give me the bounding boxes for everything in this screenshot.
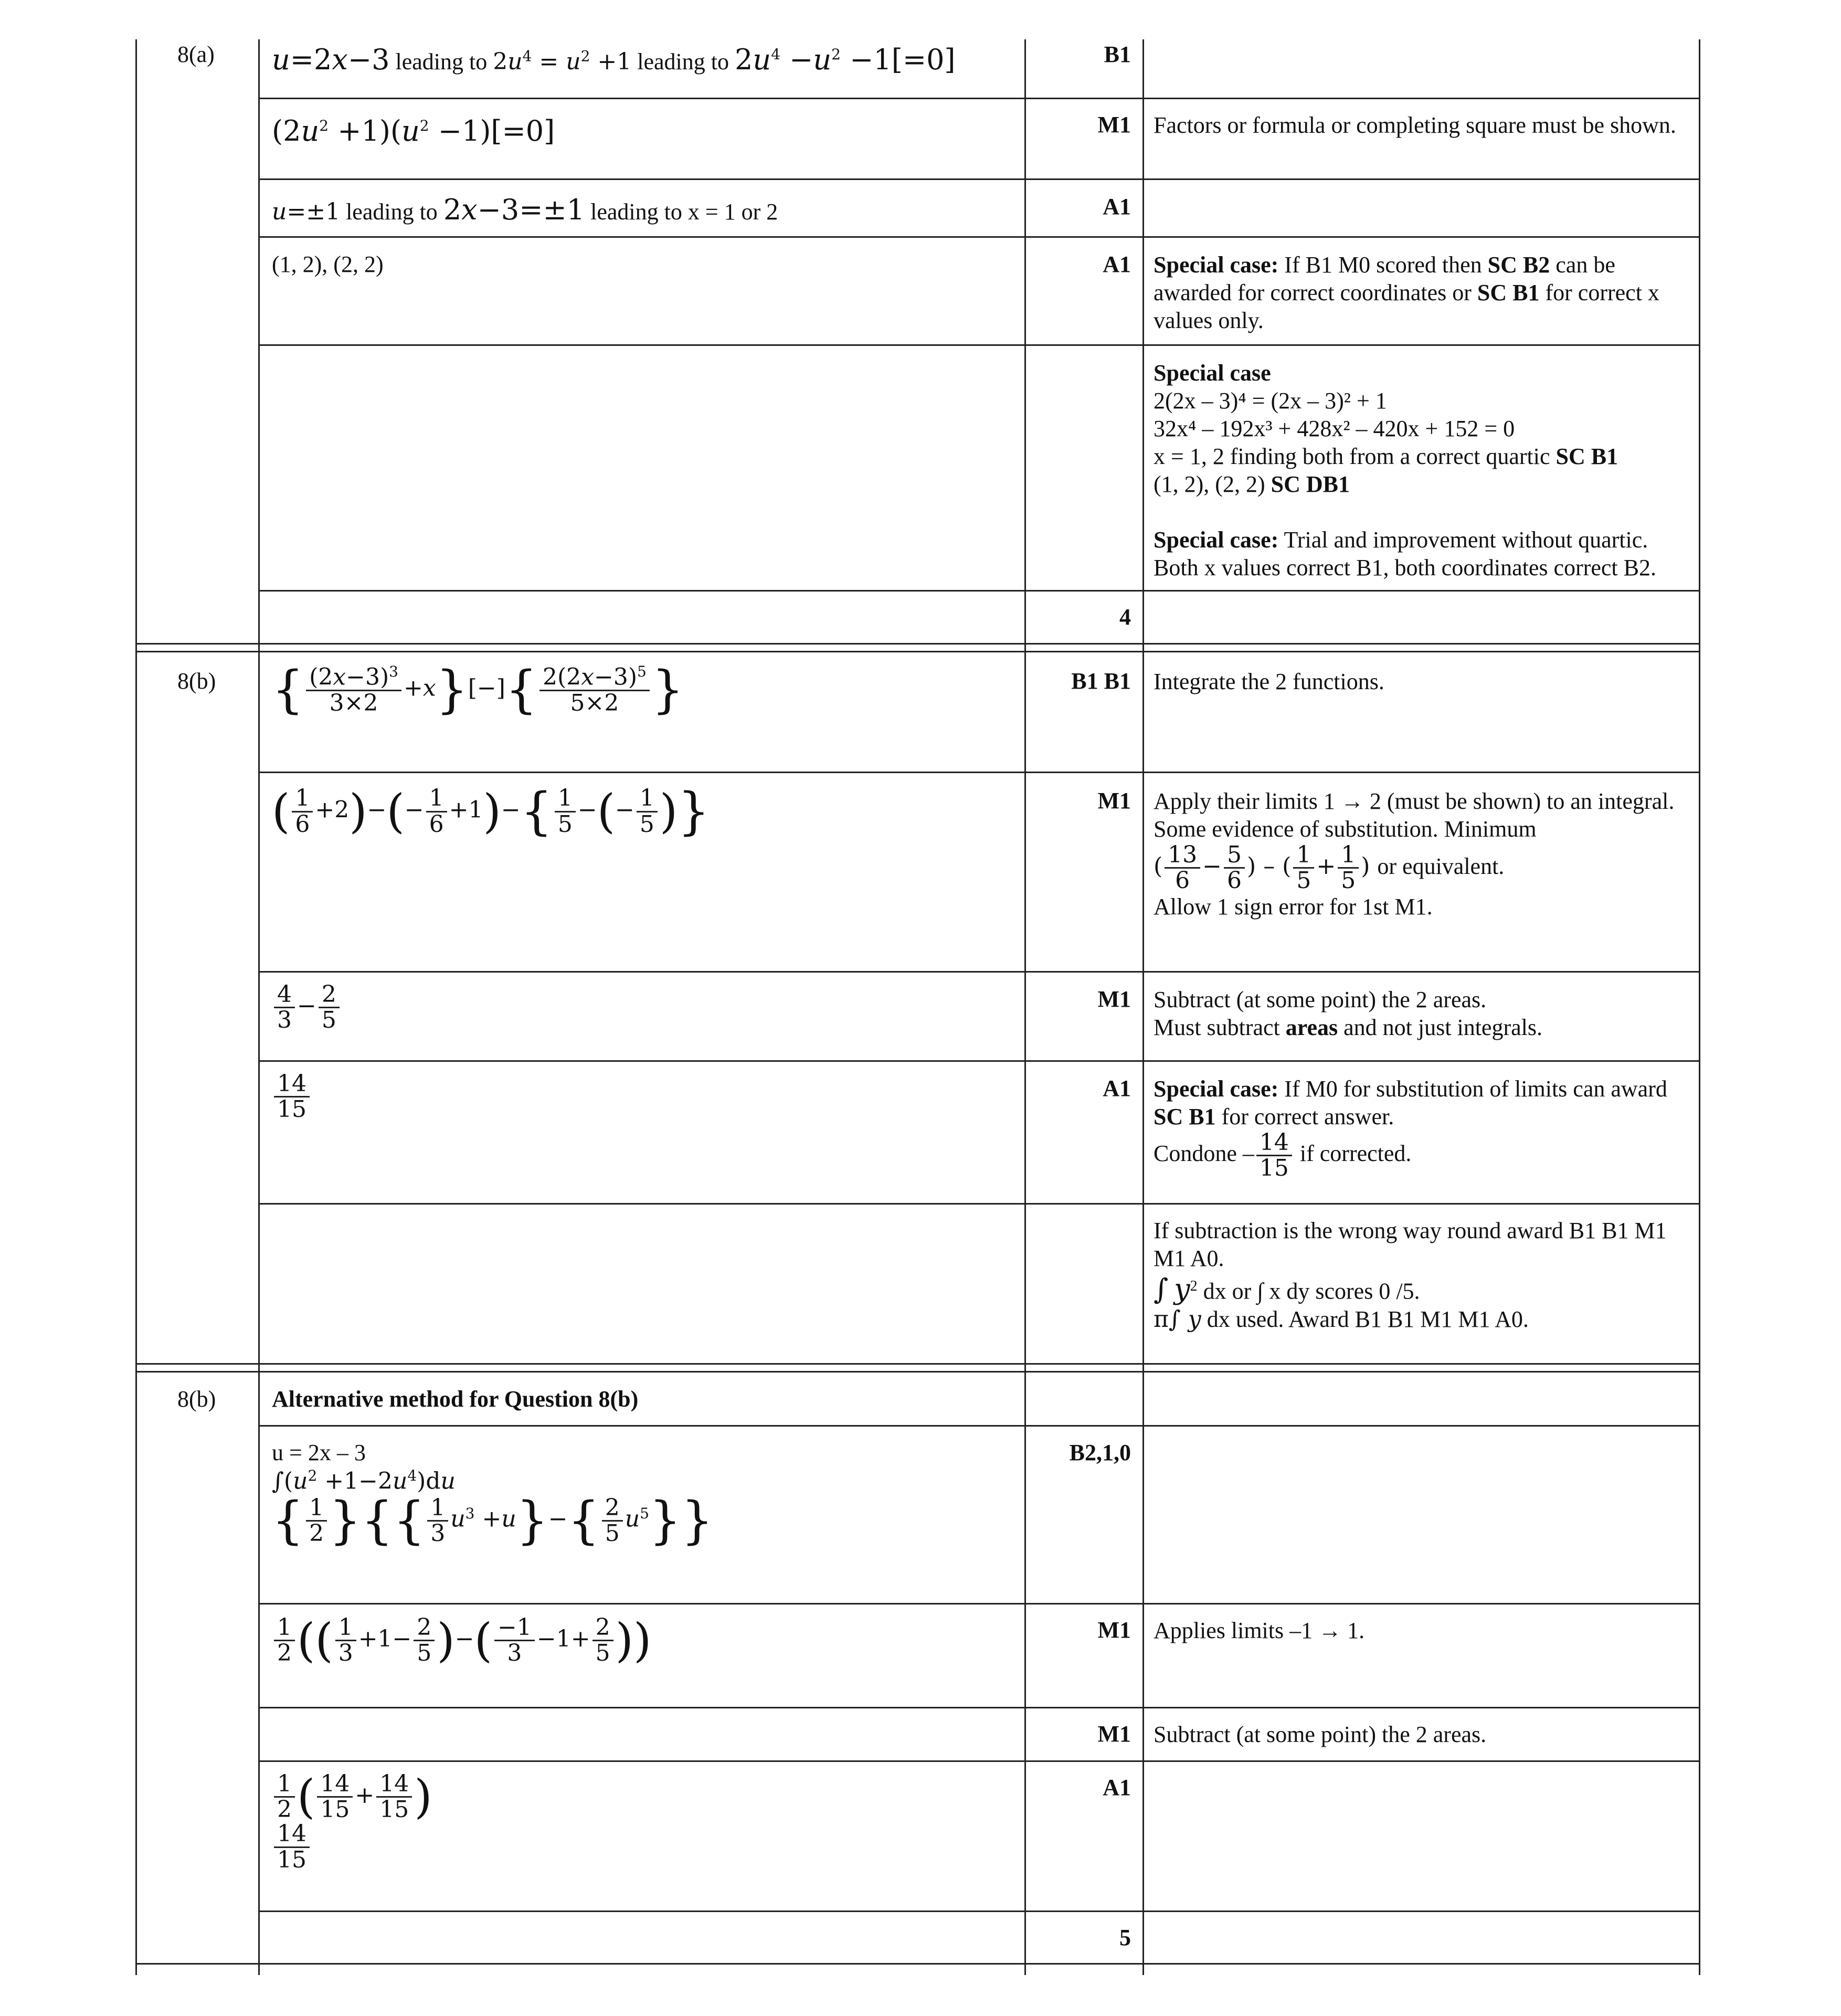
guidance-8a-row2: Factors or formula or completing square must be shown. bbox=[1154, 112, 1676, 138]
guidance-alt-row2: Applies limits –1 → 1. bbox=[1154, 1618, 1365, 1643]
guidance-text: if corrected. bbox=[1299, 1140, 1412, 1166]
answer-8a-row1: u=2x−3 leading to $2u^4 = u^2 +1$ leading to $2u^4 -u^2 -1[=0]$ bbox=[272, 43, 956, 76]
guidance-text: for correct answer. bbox=[1221, 1104, 1394, 1130]
mark-b1-b1: B1 B1 bbox=[1071, 668, 1131, 694]
row-line bbox=[258, 1911, 1700, 1912]
guidance-8b-row2 bbox=[1154, 787, 1684, 921]
guidance-alt-row3: Subtract (at some point) the 2 areas. bbox=[1154, 1722, 1487, 1747]
answer-8a-row2: $(2u^2 +1)(u^2 -1)[=0]$ bbox=[272, 114, 555, 147]
special-case-label: Special case: bbox=[1154, 1076, 1279, 1102]
guidance-text: Some evidence of substitution. Minimum bbox=[1154, 816, 1537, 842]
sc-b1-label: SC B1 bbox=[1477, 280, 1540, 305]
special-case-line: 32x⁴ – 192x³ + 428x² – 420x + 152 = 0 bbox=[1154, 416, 1515, 441]
special-case-label: Special case: bbox=[1154, 252, 1279, 278]
guidance-text: If M0 for substitution of limits can award bbox=[1284, 1076, 1667, 1102]
text-leading-to: leading to bbox=[346, 199, 438, 225]
sc-b2-label: SC B2 bbox=[1487, 252, 1550, 278]
answer-8b-row3: $\frac{4}{3}$ − $\frac{2}{5}$ bbox=[272, 983, 342, 1032]
guidance-text: or equivalent. bbox=[1377, 853, 1505, 880]
row-line bbox=[258, 772, 1700, 773]
guidance-text: can be awarded for correct coordinates or bbox=[1154, 252, 1615, 305]
section-separator bbox=[135, 651, 1700, 652]
col-line-left bbox=[135, 39, 137, 1975]
areas-bold: areas bbox=[1285, 1015, 1338, 1040]
mark-b1: B1 bbox=[1104, 41, 1131, 67]
guidance-8b-row3 bbox=[1154, 986, 1684, 1041]
guidance-text: Must subtract bbox=[1154, 1015, 1280, 1040]
guidance-8a-row4 bbox=[1154, 251, 1689, 334]
mark-m1: M1 bbox=[1097, 112, 1131, 138]
guidance-text: If subtraction is the wrong way round award B1 B1 M1 M1 A0. bbox=[1154, 1218, 1667, 1271]
row-line bbox=[258, 1060, 1700, 1062]
section-separator bbox=[135, 1371, 1700, 1373]
table-bottom-line bbox=[135, 1963, 1700, 1965]
alt-method-heading: Alternative method for Question 8(b) bbox=[272, 1386, 639, 1412]
question-label: 8(b) bbox=[177, 668, 216, 694]
special-case-line: x = 1, 2 finding both from a correct quartic bbox=[1154, 444, 1550, 469]
col-line-question bbox=[258, 39, 260, 1975]
total-8b: 5 bbox=[1119, 1925, 1131, 1950]
guidance-text: Allow 1 sign error for 1st M1. bbox=[1154, 894, 1433, 920]
row-line bbox=[258, 98, 1700, 99]
total-8a: 4 bbox=[1119, 604, 1131, 630]
sc-b1-label: SC B1 bbox=[1556, 444, 1618, 469]
question-label: 8(b) bbox=[177, 1386, 216, 1412]
answer-8a-row4: (1, 2), (2, 2) bbox=[272, 251, 384, 277]
answer-alt-row2: $\frac{1}{2}$ (( $\frac{1}{3}$ +1− $\frac{2}{5}$ )−( $\frac{-1}{3}$ −1+ $\frac{2}{5}$ )) bbox=[272, 1616, 651, 1665]
guidance-8a-special bbox=[1154, 359, 1689, 582]
guidance-text: for correct x values only. bbox=[1154, 280, 1659, 333]
guidance-text: dx or ∫ x dy scores 0 /5. bbox=[1203, 1278, 1420, 1304]
row-line bbox=[258, 1603, 1700, 1605]
mark-a1: A1 bbox=[1103, 1075, 1131, 1101]
col-line-marks bbox=[1142, 39, 1144, 1975]
row-line bbox=[258, 590, 1700, 592]
mark-a1: A1 bbox=[1103, 1775, 1131, 1800]
text-leading-to: leading to bbox=[637, 49, 729, 75]
row-line bbox=[258, 344, 1700, 346]
guidance-8b-row5: If subtraction is the wrong way round award B1 B1 M1 M1 A0. ∫ $y^2$ dx or ∫ x dy scores 0 /5. π∫ y dx used. Award B1 B1 M1 M1 A0. bbox=[1154, 1217, 1684, 1333]
minimum-expression: ( $\frac{13}{6}$ − $\frac{5}{6}$ ) – ( $\frac{1}{5}$ + $\frac{1}{5}$ ) or equivalent. bbox=[1154, 841, 1505, 894]
mark-b2-1-0: B2,1,0 bbox=[1069, 1440, 1131, 1465]
guidance-text: Condone – bbox=[1154, 1140, 1254, 1166]
answer-alt-row4: $\frac{1}{2}$ ( $\frac{14}{15}$ + $\frac{14}{15}$ ) $\frac{14}{15}$ bbox=[272, 1772, 432, 1872]
guidance-text: Subtract (at some point) the 2 areas. bbox=[1154, 987, 1487, 1012]
mark-m1: M1 bbox=[1097, 1721, 1131, 1747]
special-case-line: (1, 2), (2, 2) bbox=[1154, 471, 1265, 497]
answer-8b-row4: $\frac{14}{15}$ bbox=[272, 1072, 312, 1122]
guidance-8b-row1: Integrate the 2 functions. bbox=[1154, 669, 1384, 694]
integrated-line: { $\frac{1}{2}$ }{{ $\frac{1}{3}$ $u^3 +u\}-${ $\frac{2}{5}$ $u^5$}} bbox=[272, 1491, 714, 1550]
answer-8b-row1: { $\frac{(2x-3)^3}{3\times 2}$ +x}[−]{ $\frac{2(2x-3)^5}{5\times 2}$ } bbox=[272, 660, 684, 720]
text-leading-to-x: leading to x = 1 or 2 bbox=[590, 199, 778, 225]
sc-db1-label: SC DB1 bbox=[1271, 471, 1350, 497]
row-line bbox=[258, 1203, 1700, 1205]
mark-a1: A1 bbox=[1103, 194, 1131, 219]
col-line-right bbox=[1699, 39, 1700, 1975]
special-case-line: Trial and improvement without quartic. Both x values correct B1, both coordinates correct B2. bbox=[1154, 527, 1656, 580]
mark-m1: M1 bbox=[1097, 986, 1131, 1012]
integral-line: $\int(u^2 +1-2u^4)du$ bbox=[272, 1466, 456, 1495]
guidance-text: Apply their limits 1 → 2 (must be shown) to an integral. bbox=[1154, 788, 1675, 814]
answer-alt-row1 bbox=[272, 1439, 714, 1550]
mark-a1: A1 bbox=[1103, 251, 1131, 277]
question-label: 8(a) bbox=[177, 41, 215, 67]
row-line bbox=[258, 1425, 1700, 1427]
mark-m1: M1 bbox=[1097, 788, 1131, 814]
section-separator bbox=[135, 1363, 1700, 1365]
answer-8b-row2: ( $\frac{1}{6}$ +2)−(− $\frac{1}{6}$ +1)−{ $\frac{1}{5}$ −(− $\frac{1}{5}$ )} bbox=[272, 782, 710, 841]
special-case-title: Special case bbox=[1154, 360, 1271, 386]
guidance-text: dx used. Award B1 B1 M1 M1 A0. bbox=[1207, 1306, 1529, 1332]
special-case-label: Special case: bbox=[1154, 527, 1279, 553]
row-line bbox=[258, 1760, 1700, 1762]
guidance-8b-row4: Special case: If M0 for substitution of limits can award SC B1 for correct answer. Condone – $\frac{14}{15}$ if corrected. bbox=[1154, 1076, 1667, 1182]
mark-m1: M1 bbox=[1097, 1617, 1131, 1643]
special-case-line: 2(2x – 3)⁴ = (2x – 3)² + 1 bbox=[1154, 388, 1387, 414]
row-line bbox=[258, 971, 1700, 973]
row-line bbox=[258, 236, 1700, 238]
text-leading-to: leading to bbox=[395, 49, 488, 75]
substitution-line: u = 2x – 3 bbox=[272, 1440, 366, 1465]
row-line bbox=[258, 178, 1700, 180]
row-line bbox=[258, 1707, 1700, 1708]
guidance-text: and not just integrals. bbox=[1343, 1015, 1542, 1040]
sc-b1-label: SC B1 bbox=[1154, 1104, 1216, 1130]
answer-8a-row3: u=±1 leading to 2x−3=±1 leading to x = 1 or 2 bbox=[272, 193, 778, 226]
section-separator bbox=[135, 643, 1700, 645]
guidance-text: If B1 M0 scored then bbox=[1284, 252, 1482, 278]
